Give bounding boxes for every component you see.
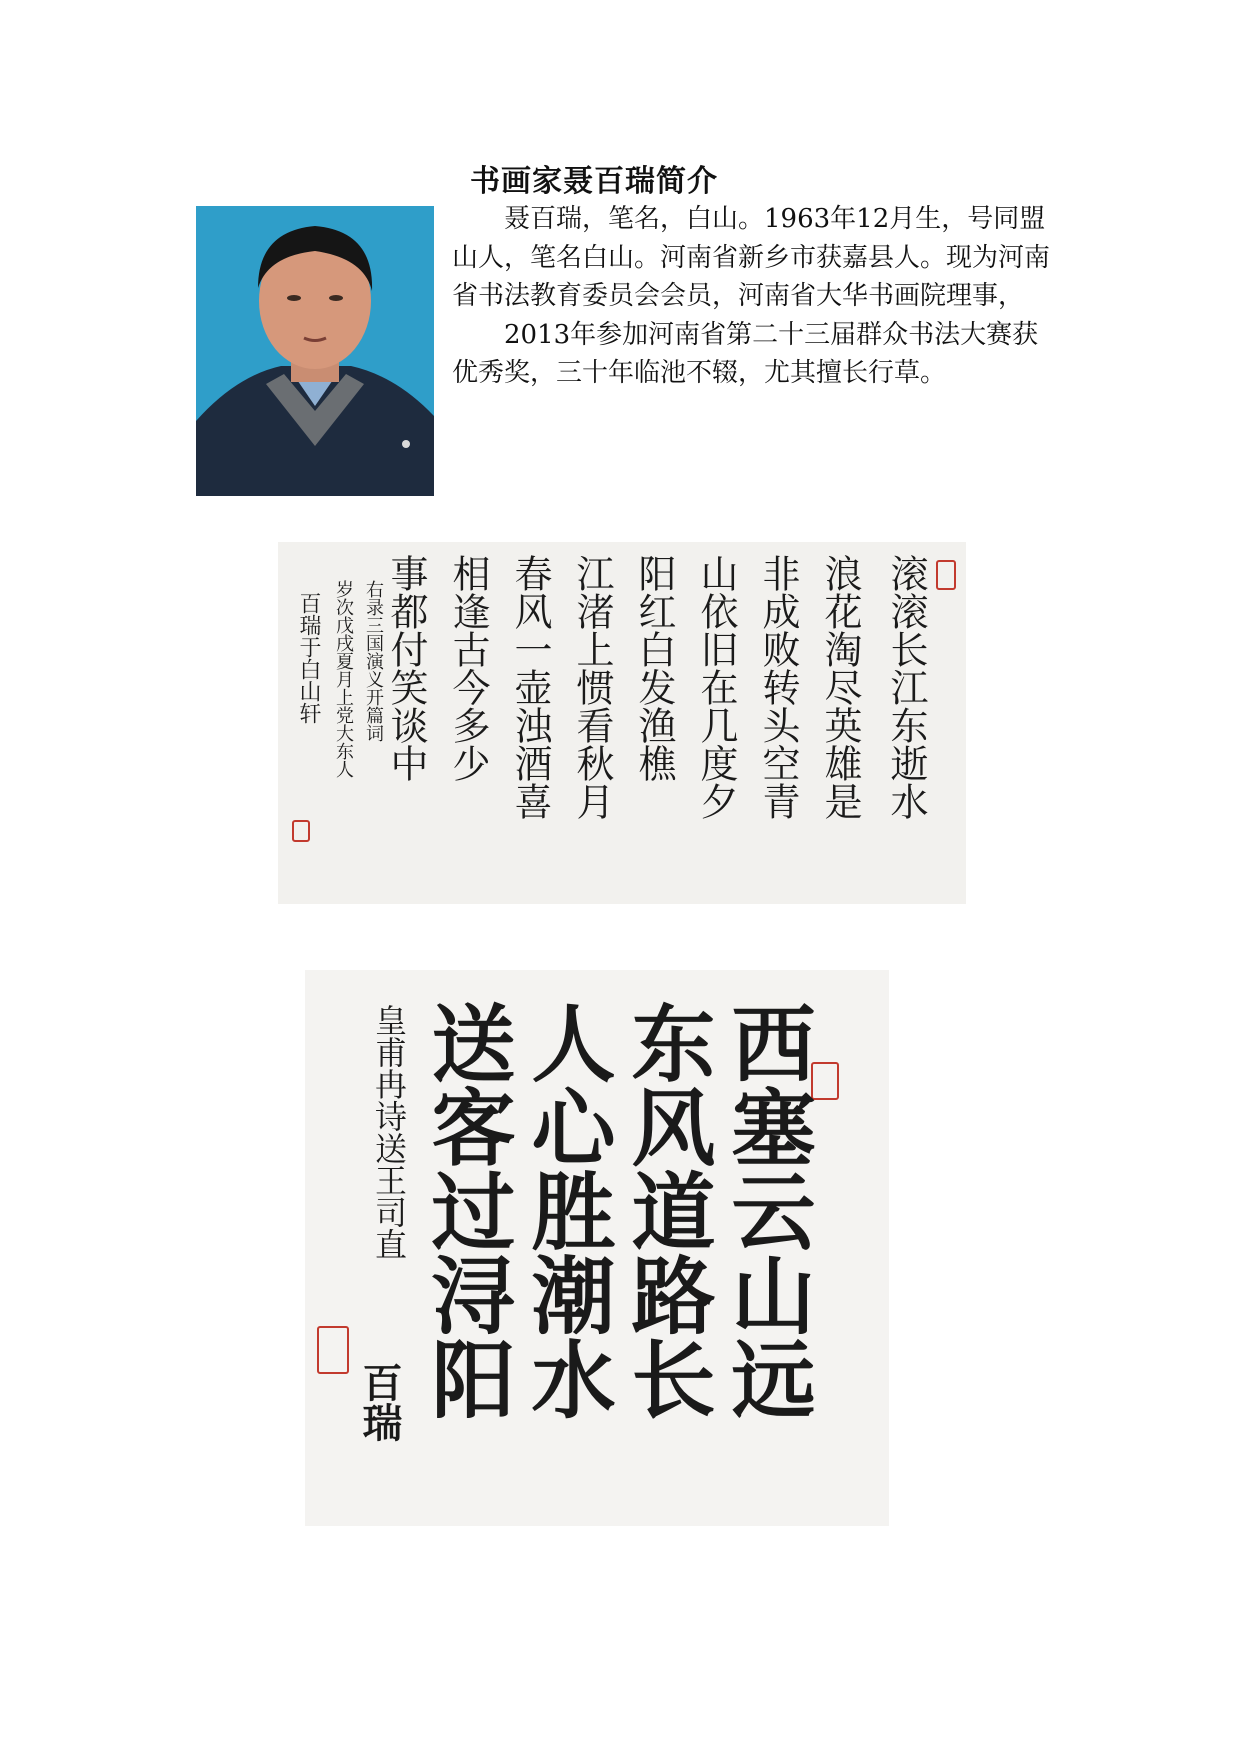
artwork1-column-9: 事都付笑谈中: [384, 554, 428, 782]
artwork2-column-2: 东风道路长: [618, 1000, 717, 1420]
artwork1-column-2: 浪花淘尽英雄是: [818, 554, 862, 820]
seal-stamp-icon: [317, 1326, 349, 1374]
portrait-photo: [196, 206, 434, 496]
artwork1-column-7: 春风一壶浊酒喜: [508, 554, 552, 820]
artwork1-inscription-3: 百瑞于白山轩: [296, 592, 321, 724]
page-title: 书画家聂百瑞简介: [470, 164, 718, 199]
artwork1-inscription-1: 右录三国演义开篇词: [363, 580, 384, 742]
artwork1-column-4: 山依旧在几度夕: [694, 554, 738, 820]
artwork1-column-8: 相逢古今多少: [446, 554, 490, 782]
artwork2-column-1: 西塞云山远: [718, 1000, 817, 1420]
seal-stamp-icon: [936, 560, 956, 590]
artwork1-column-6: 江渚上惯看秋月: [570, 554, 614, 820]
calligraphy-artwork-1: [278, 542, 966, 904]
artwork1-column-5: 阳红白发渔樵: [632, 554, 676, 782]
portrait-illustration: [196, 206, 434, 496]
seal-stamp-icon: [292, 820, 310, 842]
artwork2-column-4: 送客过浔阳: [418, 1000, 517, 1420]
bio-paragraph-1: 聂百瑞，笔名，白山。1963年12月生，号同盟山人，笔名白山。河南省新乡市获嘉县人。现为河南省书法教育委员会会员，河南省大华书画院理事，: [452, 204, 1051, 311]
artwork1-column-3: 非成败转头空青: [756, 554, 800, 820]
artwork1-inscription-2: 岁次戊戌夏月上党大东人: [333, 580, 354, 778]
biography: [452, 200, 1052, 393]
calligraphy-artwork-2: [305, 970, 889, 1526]
artwork2-inscription-2: 百瑞: [356, 1362, 403, 1442]
artwork1-column-1: 滚滚长江东逝水: [884, 554, 928, 820]
artwork2-inscription-1: 皇甫冉诗送王司直: [370, 1004, 408, 1260]
bio-paragraph-2: 2013年参加河南省第二十三届群众书法大赛获优秀奖，三十年临池不辍，尤其擅长行草。: [452, 319, 1039, 388]
artwork2-column-3: 人心胜潮水: [518, 1000, 617, 1420]
